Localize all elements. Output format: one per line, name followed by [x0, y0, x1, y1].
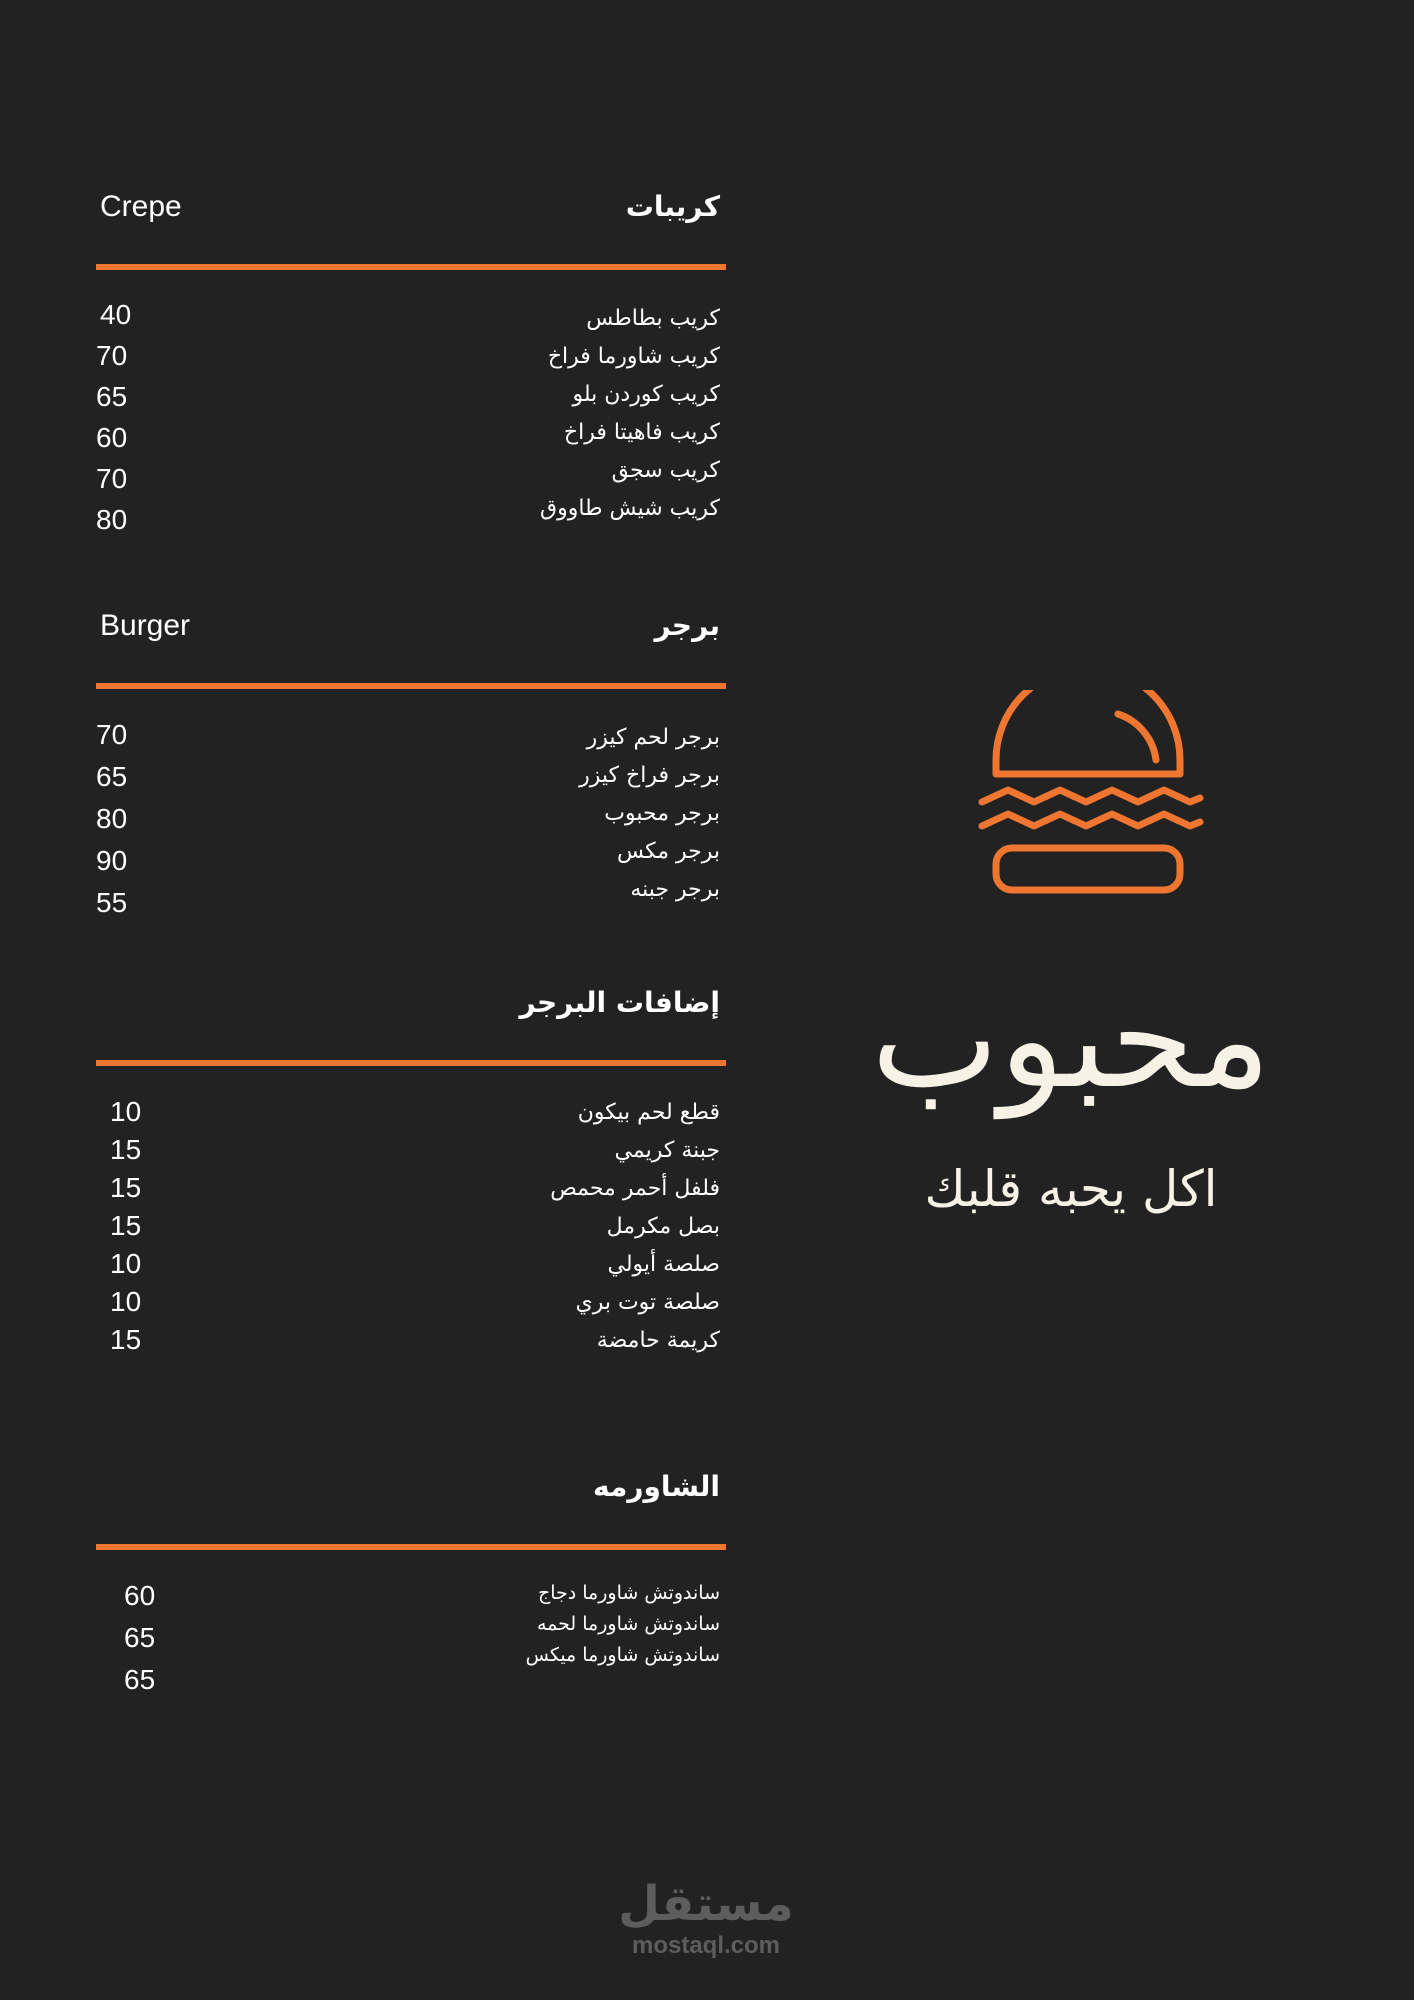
burger-title-ar: برجر — [654, 609, 720, 642]
menu-item-price: 55 — [96, 887, 128, 918]
menu-item-price: 70 — [96, 463, 128, 494]
brand-name: محبوب — [871, 961, 1271, 1119]
shawarma-section — [96, 1470, 726, 1695]
menu-item-name: ساندوتش شاورما لحمه — [537, 1613, 720, 1635]
crepe-title-ar: كريبات — [625, 190, 720, 223]
menu-item-price: 65 — [96, 381, 128, 412]
shawarma-header — [96, 1470, 726, 1530]
burger-header — [96, 609, 726, 669]
addons-price-list — [110, 1093, 190, 1359]
menu-item-price: 15 — [110, 1210, 142, 1241]
menu-item-price: 80 — [96, 504, 128, 535]
shawarma-divider — [96, 1544, 726, 1550]
shawarma-item-list — [460, 1578, 720, 1671]
menu-item-price: 80 — [96, 803, 128, 834]
menu-item-name: كريب سجق — [611, 458, 720, 483]
crepe-price-list — [96, 294, 176, 540]
addons-title-ar: إضافات البرجر — [519, 986, 720, 1019]
burger-section — [96, 609, 726, 918]
menu-item-name: صلصة توت بري — [575, 1290, 720, 1315]
menu-item-price: 65 — [124, 1664, 156, 1695]
menu-item-name: قطع لحم بيكون — [577, 1100, 720, 1125]
shawarma-price-list — [124, 1575, 204, 1701]
menu-item-price: 15 — [110, 1172, 142, 1203]
menu-item-price: 60 — [124, 1580, 156, 1611]
menu-item-price: 65 — [124, 1622, 156, 1653]
menu-item-name: كريب شاورما فراخ — [547, 344, 720, 369]
burger-divider — [96, 683, 726, 689]
menu-item-price: 90 — [96, 845, 128, 876]
crepe-item-list — [490, 300, 720, 528]
menu-item-price: 15 — [110, 1324, 142, 1355]
crepe-section — [96, 190, 726, 535]
menu-item-name: فلفل أحمر محمص — [550, 1176, 720, 1201]
menu-item-name: كريمة حامضة — [596, 1328, 720, 1353]
menu-item-name: كريب كوردن بلو — [572, 382, 720, 407]
menu-item-name: برجر مكس — [617, 839, 720, 864]
menu-item-name: ساندوتش شاورما دجاج — [537, 1582, 720, 1604]
crepe-header — [96, 190, 726, 250]
menu-item-name: كريب فاهيتا فراخ — [563, 420, 720, 445]
menu-item-price: 40 — [100, 299, 132, 330]
burger-item-list — [490, 719, 720, 909]
addons-section — [96, 986, 726, 1355]
addons-header — [96, 986, 726, 1046]
crepe-title-en: Crepe — [100, 190, 182, 223]
menu-item-name: ساندوتش شاورما ميكس — [525, 1644, 720, 1666]
menu-item-name: برجر جبنه — [630, 877, 720, 902]
burger-icon — [976, 690, 1206, 900]
addons-divider — [96, 1060, 726, 1066]
menu-item-price: 10 — [110, 1248, 142, 1279]
menu-item-price: 65 — [96, 761, 128, 792]
menu-item-price: 10 — [110, 1096, 142, 1127]
menu-item-price: 70 — [96, 719, 128, 750]
menu-item-name: برجر فراخ كيزر — [579, 763, 720, 788]
brand-tagline: اكل يحبه قلبك — [924, 1160, 1218, 1218]
menu-item-name: برجر محبوب — [604, 801, 720, 826]
menu-item-price: 60 — [96, 422, 128, 453]
watermark-url: mostaql.com — [631, 1932, 781, 1959]
watermark — [606, 1876, 806, 1960]
menu-item-name: كريب بطاطس — [586, 306, 720, 331]
menu-item-name: صلصة أيولي — [607, 1252, 720, 1277]
menu-item-name: جبنة كريمي — [614, 1138, 720, 1163]
watermark-logo-text: مستقل — [618, 1876, 794, 1932]
burger-price-list — [96, 714, 176, 924]
menu-item-price: 15 — [110, 1134, 142, 1165]
crepe-divider — [96, 264, 726, 270]
menu-item-price: 10 — [110, 1286, 142, 1317]
shawarma-title-ar: الشاورمه — [593, 1470, 720, 1503]
menu-item-price: 70 — [96, 340, 128, 371]
menu-item-name: برجر لحم كيزر — [586, 725, 720, 750]
addons-item-list — [490, 1094, 720, 1360]
burger-title-en: Burger — [100, 609, 191, 642]
menu-item-name: كريب شيش طاووق — [540, 496, 720, 521]
menu-item-name: بصل مكرمل — [606, 1214, 720, 1239]
